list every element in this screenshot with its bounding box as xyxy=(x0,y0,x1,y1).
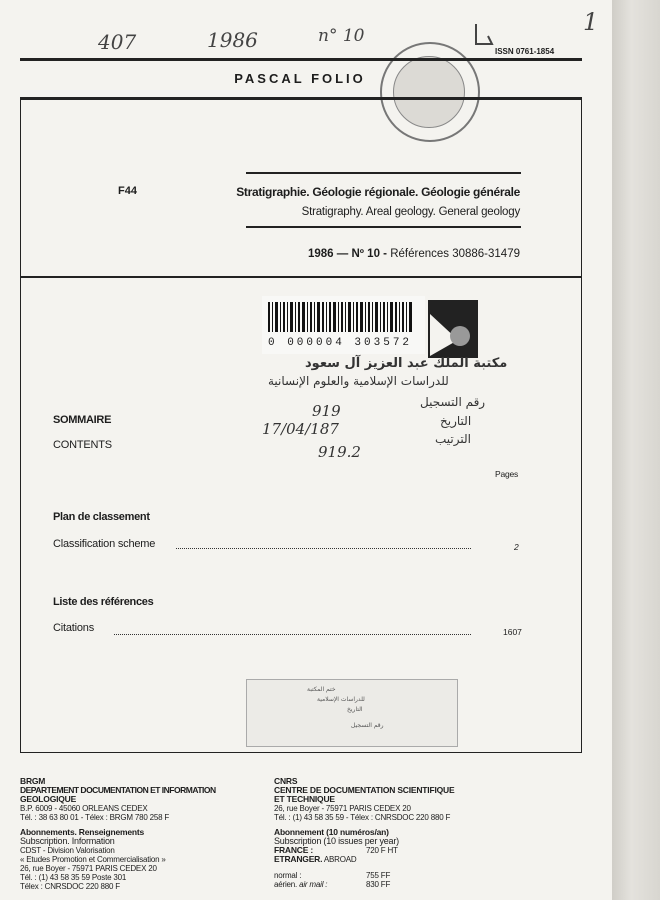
handwritten-issue-number: n° 10 xyxy=(318,26,365,46)
cnrs-centre: CENTRE DE DOCUMENTATION SCIENTIFIQUE xyxy=(274,785,455,795)
air-label: aérien. xyxy=(274,880,298,889)
footer-brgm xyxy=(20,777,216,822)
spacer xyxy=(274,864,454,871)
france-price: 720 F HT xyxy=(366,846,398,855)
handwritten-year: 1986 xyxy=(207,28,258,52)
air-price: 830 FF xyxy=(366,880,391,889)
stamp-line-2: للدراسات الإسلامية والعلوم الإنسانية xyxy=(268,374,449,388)
etranger-label: ETRANGER. xyxy=(274,854,323,864)
stamp-hand-value-3: 919.2 xyxy=(318,443,361,461)
price-row-abroad xyxy=(274,855,454,864)
stamp-hand-value-2: 17/04/187 xyxy=(262,420,339,438)
stamp-line-4: التاريخ xyxy=(440,414,472,428)
subscriptions-cdst: CDST - Division Valorisation xyxy=(20,846,115,855)
logo-icon xyxy=(428,300,478,358)
cnrs-centre-2: ET TECHNIQUE xyxy=(274,794,335,804)
next-page-edge xyxy=(612,0,660,900)
library-label-stamp xyxy=(246,679,458,747)
contents-heading-en: CONTENTS xyxy=(53,439,112,451)
section-rule-bottom xyxy=(246,226,521,228)
brgm-department: DEPARTEMENT DOCUMENTATION ET INFORMATION xyxy=(20,785,216,795)
subscriptions-subtitle: Subscription. Information xyxy=(20,836,115,846)
handwritten-number-407: 407 xyxy=(98,30,137,54)
brgm-name: BRGM xyxy=(20,776,46,786)
issue-references: Références 30886-31479 xyxy=(390,248,520,260)
footer-subscription-prices xyxy=(274,828,454,889)
price-row-france xyxy=(274,846,454,855)
section-rule-top xyxy=(246,172,521,174)
brgm-address: B.P. 6009 - 45060 ORLEANS CEDEX xyxy=(20,804,148,813)
section-code: F44 xyxy=(118,185,137,197)
leader-dots-classification xyxy=(176,548,471,549)
page-number-classification: 2 xyxy=(514,542,519,552)
label-stamp-line-3: التاريخ xyxy=(347,706,363,713)
handwritten-arrow-mark xyxy=(470,22,498,50)
footer-subscriptions-info xyxy=(20,828,166,891)
subscriptions-address: 26, rue Boyer - 75971 PARIS CEDEX 20 xyxy=(20,864,157,873)
abonnement-title: Abonnement (10 numéros/an) xyxy=(274,827,389,837)
cnrs-address: 26, rue Boyer - 75971 PARIS CEDEX 20 xyxy=(274,804,411,813)
issue-info xyxy=(308,248,520,260)
france-label: FRANCE : xyxy=(274,845,314,855)
section-classification-fr: Plan de classement xyxy=(53,511,150,523)
price-row-normal xyxy=(274,871,454,880)
section-references-fr: Liste des références xyxy=(53,596,154,608)
page-title: PASCAL FOLIO xyxy=(234,71,366,86)
section-title-fr: Stratigraphie. Géologie régionale. Géologie générale xyxy=(236,185,520,199)
section-title-en: Stratigraphy. Areal geology. General geology xyxy=(301,206,520,218)
air-mail-label: air mail : xyxy=(299,880,328,889)
stamp-line-3: رقم التسجيل xyxy=(420,395,486,409)
cnrs-name: CNRS xyxy=(274,776,298,786)
stamp-line-5: الترتيب xyxy=(435,432,471,446)
abroad-label: ABROAD xyxy=(323,855,357,864)
stamp-line-1: مكتبة الملك عبد العزيز آل سعود xyxy=(305,356,508,371)
label-stamp-line-1: ختم المكتبة xyxy=(307,686,336,693)
header-rule-top xyxy=(20,58,582,61)
subscriptions-title: Abonnements. Renseignements xyxy=(20,827,145,837)
cnrs-telephone: Tél. : (1) 43 58 35 59 - Télex : CNRSDOC 220 880 F xyxy=(274,813,451,822)
stamp-hand-value-1: 919 xyxy=(312,402,341,420)
section-classification-en: Classification scheme xyxy=(53,538,156,550)
handwritten-corner-mark: 1 xyxy=(583,8,599,36)
leader-dots-references xyxy=(114,634,471,635)
pages-column-label: Pages xyxy=(495,469,519,479)
label-stamp-line-4: رقم التسجيل xyxy=(351,722,384,729)
subscriptions-etudes: « Etudes Promotion et Commercialisation » xyxy=(20,855,166,864)
issue-rule xyxy=(20,276,582,278)
page-number-references: 1607 xyxy=(503,627,522,637)
issn-number: ISSN 0761-1854 xyxy=(495,47,555,56)
footer-cnrs xyxy=(274,777,454,822)
barcode-number: 0 000004 303572 xyxy=(268,337,413,349)
normal-price: 755 FF xyxy=(366,871,391,880)
normal-label: normal : xyxy=(274,871,302,880)
abonnement-subtitle: Subscription (10 issues per year) xyxy=(274,836,399,846)
brgm-department-2: GEOLOGIQUE xyxy=(20,794,77,804)
issue-year-number: 1986 — Nº 10 - xyxy=(308,248,387,260)
price-row-air xyxy=(274,880,454,889)
contents-heading-fr: SOMMAIRE xyxy=(53,414,112,426)
subscriptions-telephone: Tél. : (1) 43 58 35 59 Poste 301 xyxy=(20,873,127,882)
section-references-en: Citations xyxy=(53,622,94,634)
subscriptions-telex: Télex : CNRSDOC 220 880 F xyxy=(20,882,120,891)
brgm-telephone: Tél. : 38 63 80 01 - Télex : BRGM 780 258 F xyxy=(20,813,170,822)
label-stamp-line-2: للدراسات الإسلامية xyxy=(317,696,365,703)
